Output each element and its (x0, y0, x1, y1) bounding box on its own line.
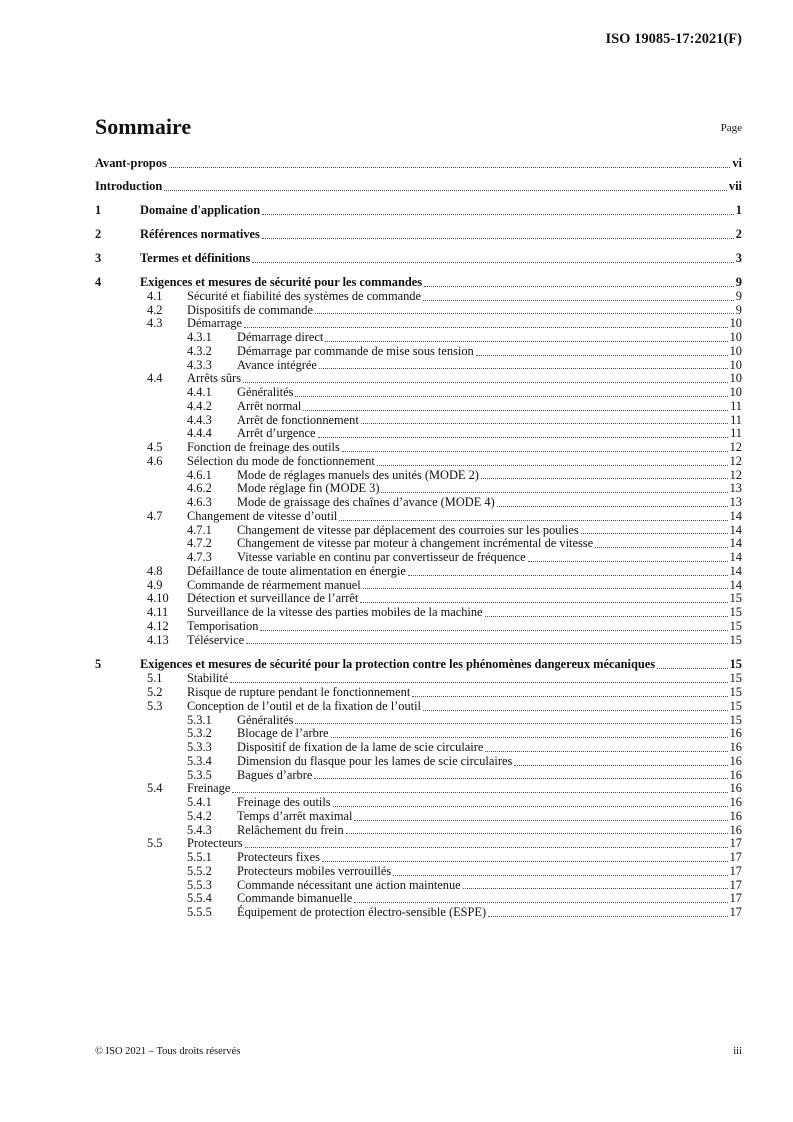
dot-leader (412, 696, 727, 697)
dot-leader (581, 533, 728, 534)
toc-entry-title[interactable]: Blocage de l’arbre (237, 726, 329, 741)
toc-entry-title[interactable]: Fonction de freinage des outils (187, 440, 340, 454)
toc-entry-number: 2 (95, 227, 102, 242)
dot-leader (164, 190, 727, 191)
toc-entry-number: 5.5 (147, 836, 163, 851)
toc-entry-title[interactable]: Démarrage direct (237, 330, 324, 344)
toc-entry[interactable] (95, 592, 742, 606)
toc-entry-number: 5.2 (147, 685, 163, 700)
toc-entry[interactable] (95, 455, 742, 469)
dot-leader (232, 792, 727, 793)
dot-leader (342, 451, 728, 452)
toc-entry[interactable] (95, 851, 742, 865)
toc-entry-number: 5.5.5 (187, 905, 212, 920)
toc-entry-page: 17 (729, 836, 742, 851)
dot-leader (230, 682, 727, 683)
dot-leader (393, 875, 727, 876)
toc-entry-number: 5.3.2 (187, 726, 212, 741)
toc-entry-page: 15 (729, 605, 742, 619)
dot-leader (346, 833, 728, 834)
toc-entry[interactable] (95, 755, 742, 769)
dot-leader (246, 643, 728, 644)
toc-entry[interactable] (95, 290, 742, 304)
toc-entry-page: 14 (729, 508, 742, 523)
toc-entry-page: 17 (729, 850, 742, 865)
toc-entry-title[interactable]: Généralités (237, 385, 294, 399)
dot-leader (354, 820, 727, 821)
document-id: ISO 19085-17:2021(F) (605, 31, 742, 47)
footer-copyright: © ISO 2021 – Tous droits réservés (95, 1046, 241, 1057)
toc-entry-page: 12 (729, 467, 742, 482)
toc-entry-page: 15 (729, 591, 742, 606)
toc-entry-number: 4.4.3 (187, 412, 212, 427)
toc-entry-page: 16 (729, 767, 742, 782)
toc-entry-title[interactable]: Références normatives (140, 227, 260, 242)
toc-entry[interactable] (95, 414, 742, 428)
toc-entry-title[interactable]: Avant-propos (95, 156, 167, 170)
toc-entry-title[interactable]: Mode de réglages manuels des unités (MODE 2) (237, 467, 479, 482)
toc-entry-title[interactable]: Protecteurs mobiles verrouillés (237, 863, 392, 878)
toc-entry-title[interactable]: Stabilité (187, 671, 229, 686)
toc-entry[interactable] (95, 359, 742, 373)
dot-leader (354, 902, 727, 903)
dot-leader (314, 778, 727, 779)
toc-entry-page: 10 (729, 357, 742, 372)
toc-entry-number: 5.4.1 (187, 795, 212, 810)
toc-entry-page: 15 (729, 698, 742, 713)
toc-entry-title[interactable]: Protecteurs (187, 836, 243, 851)
toc-entry-page: 11 (730, 398, 742, 413)
toc-entry-number: 4.8 (147, 563, 163, 578)
toc-entry-page: 15 (729, 685, 742, 700)
toc-entry-number: 3 (95, 251, 102, 266)
toc-entry-number: 5.4.3 (187, 822, 212, 837)
toc-entry-number: 5.4 (147, 781, 163, 796)
toc-entry[interactable] (95, 400, 742, 414)
toc-entry-page: 13 (729, 481, 742, 496)
toc-entry-page: 10 (729, 385, 742, 399)
toc-entry-title[interactable]: Téléservice (187, 632, 245, 647)
toc-entry-page: 12 (729, 453, 742, 468)
dot-leader (476, 355, 728, 356)
toc-entry[interactable] (95, 482, 742, 496)
toc-entry-number: 4.12 (147, 618, 169, 633)
toc-entry-title[interactable]: Démarrage par commande de mise sous tension (237, 343, 474, 358)
toc-entry-page: 16 (729, 753, 742, 768)
dot-leader (514, 765, 727, 766)
toc-entry-page: 15 (729, 618, 742, 633)
toc-entry-title[interactable]: Termes et définitions (140, 251, 251, 266)
toc-entry-page: vi (732, 156, 742, 170)
toc-entry-number: 5.5.2 (187, 863, 212, 878)
toc-entry-page: 14 (729, 577, 742, 592)
toc-entry[interactable] (95, 796, 742, 810)
dot-leader (361, 423, 728, 424)
dot-leader (245, 847, 728, 848)
toc-entry-number: 5.3.5 (187, 767, 212, 782)
toc-entry-number: 4.5 (147, 440, 163, 454)
toc-entry-page: 10 (729, 343, 742, 358)
dot-leader (485, 751, 727, 752)
toc-entry-page: 16 (729, 781, 742, 796)
toc-entry-number: 4.4.2 (187, 398, 212, 413)
toc-entry-title[interactable]: Temps d’arrêt maximal (237, 808, 353, 823)
dot-leader (528, 561, 728, 562)
toc-entry-number: 4.3.3 (187, 357, 212, 372)
toc-entry-page: 15 (729, 632, 742, 647)
toc-entry-title[interactable]: Sélection du mode de fonctionnement (187, 453, 375, 468)
toc-entry-page: 15 (729, 712, 742, 727)
toc-entry-page: 9 (735, 275, 742, 289)
dot-leader (377, 465, 728, 466)
toc-entry-title[interactable]: Risque de rupture pendant le fonctionnement (187, 685, 411, 700)
toc-entry[interactable] (95, 441, 742, 455)
toc-entry[interactable] (95, 372, 742, 386)
toc-entry-title[interactable]: Défaillance de toute alimentation en énergie (187, 563, 406, 578)
toc-entry[interactable] (95, 810, 742, 824)
toc-entry-number: 4.7.2 (187, 536, 212, 551)
toc-entry-page: 10 (729, 371, 742, 386)
toc-entry-page: 16 (729, 822, 742, 837)
dot-leader (244, 327, 728, 328)
toc-entry-number: 5.5.4 (187, 891, 212, 906)
toc-entry-page: 1 (735, 203, 742, 218)
toc-entry-page: 10 (729, 330, 742, 344)
toc-entry[interactable] (95, 782, 742, 796)
toc-entry-title[interactable]: Relâchement du frein (237, 822, 344, 837)
toc-entry-number: 4.1 (147, 288, 163, 303)
toc-entry[interactable] (95, 606, 742, 620)
toc-entry-page: 13 (729, 495, 742, 509)
dot-leader (169, 167, 731, 168)
dot-leader (260, 630, 727, 631)
toc-entry-title[interactable]: Exigences et mesures de sécurité pour les commandes (140, 275, 423, 289)
toc-entry[interactable] (95, 496, 742, 510)
toc-entry[interactable] (95, 837, 742, 851)
dot-leader (363, 588, 728, 589)
toc-entry-title[interactable]: Dimension du flasque pour les lames de scie circulaires (237, 753, 513, 768)
toc-entry-title[interactable]: Freinage des outils (237, 795, 331, 810)
dot-leader (463, 888, 728, 889)
toc-entry-number: 4.4.4 (187, 426, 212, 441)
toc-entry-title[interactable]: Domaine d'application (140, 203, 261, 218)
toc-entry-title[interactable]: Commande nécessitant une action maintenue (237, 877, 461, 892)
toc-entry-number: 5.3.1 (187, 712, 212, 727)
dot-leader (408, 575, 728, 576)
toc-entry[interactable] (95, 345, 742, 359)
toc-entry-title[interactable]: Changement de vitesse par moteur à changement incrémental de vitesse (237, 536, 594, 551)
toc-entry-number: 5 (95, 657, 102, 672)
toc-entry-page: 3 (735, 251, 742, 266)
toc-entry[interactable] (95, 892, 742, 906)
toc-entry-page: 12 (729, 440, 742, 454)
toc-entry-number: 4.3.1 (187, 330, 212, 344)
toc-entry-number: 4.4 (147, 371, 163, 386)
toc-entry-title[interactable]: Dispositifs de commande (187, 302, 313, 317)
toc-entry-title[interactable]: Freinage (187, 781, 231, 796)
toc-entry-page: 9 (735, 288, 742, 303)
toc-entry-page: 14 (729, 563, 742, 578)
toc-entry[interactable] (95, 769, 742, 783)
page-column-label: Page (720, 122, 742, 134)
toc-entry-number: 4.6.3 (187, 495, 212, 509)
toc-entry[interactable] (95, 469, 742, 483)
toc-entry-number: 5.1 (147, 671, 163, 686)
toc-entry-number: 4.9 (147, 577, 163, 592)
toc-entry-page: 17 (729, 863, 742, 878)
toc-entry[interactable] (95, 252, 742, 266)
dot-leader (319, 368, 728, 369)
toc-entry[interactable] (95, 524, 742, 538)
toc-entry[interactable] (95, 741, 742, 755)
dot-leader (295, 723, 727, 724)
page-title: Sommaire (95, 114, 192, 139)
toc-entry-page: 14 (729, 536, 742, 551)
toc-entry-number: 5.5.3 (187, 877, 212, 892)
toc-entry-title[interactable]: Sécurité et fiabilité des systèmes de commande (187, 288, 421, 303)
dot-leader (360, 602, 727, 603)
toc-entry[interactable] (95, 276, 742, 290)
dot-leader (339, 520, 727, 521)
toc-entry[interactable] (95, 634, 742, 648)
toc-entry-number: 5.5.1 (187, 850, 212, 865)
toc-entry-title[interactable]: Commande de réarmement manuel (187, 577, 361, 592)
toc-entry-title[interactable]: Exigences et mesures de sécurité pour la protection contre les phénomènes dangereux mécaniques (140, 657, 656, 672)
toc-entry[interactable] (95, 672, 742, 686)
toc-entry[interactable] (95, 906, 742, 920)
dot-leader (303, 410, 728, 411)
toc-entry[interactable] (95, 727, 742, 741)
footer-page-number: iii (733, 1046, 742, 1057)
toc-entry[interactable] (95, 180, 742, 194)
toc-entry[interactable] (95, 879, 742, 893)
toc-entry-page: 2 (735, 227, 742, 242)
dot-leader (252, 262, 733, 263)
toc-entry-number: 4.6.2 (187, 481, 212, 496)
toc-entry-page: 17 (729, 905, 742, 920)
toc-entry-number: 4.13 (147, 632, 169, 647)
toc-entry-title[interactable]: Temporisation (187, 618, 259, 633)
toc-entry-number: 4.3.2 (187, 343, 212, 358)
dot-leader (295, 396, 727, 397)
toc-entry-number: 4.3 (147, 316, 163, 331)
toc-entry-title[interactable]: Protecteurs fixes (237, 850, 320, 865)
toc-entry-title[interactable]: Arrêt normal (237, 398, 302, 413)
toc-entry[interactable] (95, 865, 742, 879)
dot-leader (423, 710, 728, 711)
dot-leader (262, 214, 734, 215)
toc-entry[interactable] (95, 427, 742, 441)
toc-entry[interactable] (95, 510, 742, 524)
dot-leader (481, 478, 728, 479)
toc-entry-number: 4.7.1 (187, 522, 212, 537)
toc-entry[interactable] (95, 657, 742, 672)
toc-entry-title[interactable]: Changement de vitesse par déplacement des courroies sur les poulies (237, 522, 579, 537)
toc-entry[interactable] (95, 331, 742, 345)
toc-entry-title[interactable]: Arrêts sûrs (187, 371, 242, 386)
toc-entry[interactable] (95, 386, 742, 400)
table-of-contents (95, 157, 742, 920)
toc-entry[interactable] (95, 304, 742, 318)
toc-entry-number: 4.7 (147, 508, 163, 523)
toc-entry-page: 14 (729, 550, 742, 564)
toc-entry-title[interactable]: Vitesse variable en continu par convertisseur de fréquence (237, 550, 526, 564)
toc-entry-title[interactable]: Conception de l’outil et de la fixation de l’outil (187, 698, 421, 713)
toc-entry-number: 4.6 (147, 453, 163, 468)
toc-entry-page: 10 (729, 316, 742, 331)
toc-entry-page: 17 (729, 891, 742, 906)
dot-leader (262, 238, 734, 239)
toc-entry[interactable] (95, 537, 742, 551)
dot-leader (423, 300, 734, 301)
toc-entry-number: 4.2 (147, 302, 163, 317)
toc-entry[interactable] (95, 714, 742, 728)
toc-entry-number: 4.11 (147, 605, 169, 619)
toc-entry-title[interactable]: Arrêt d’urgence (237, 426, 316, 441)
toc-entry-page: vii (728, 179, 742, 194)
dot-leader (595, 547, 728, 548)
toc-entry-page: 11 (730, 412, 742, 427)
toc-entry[interactable] (95, 551, 742, 565)
dot-leader (381, 492, 727, 493)
toc-entry[interactable] (95, 317, 742, 331)
toc-entry[interactable] (95, 700, 742, 714)
toc-entry-title[interactable]: Dispositif de fixation de la lame de scie circulaire (237, 740, 484, 755)
dot-leader (315, 313, 734, 314)
dot-leader (318, 437, 729, 438)
toc-entry-number: 4.4.1 (187, 385, 212, 399)
toc-entry-number: 4 (95, 275, 102, 289)
toc-entry[interactable] (95, 620, 742, 634)
dot-leader (424, 286, 734, 287)
toc-entry-page: 16 (729, 795, 742, 810)
toc-entry-title[interactable]: Généralités (237, 712, 294, 727)
toc-entry-title[interactable]: Détection et surveillance de l’arrêt (187, 591, 359, 606)
toc-entry-number: 5.3.4 (187, 753, 212, 768)
toc-entry-number: 5.3.3 (187, 740, 212, 755)
toc-entry[interactable] (95, 686, 742, 700)
toc-entry-title[interactable]: Démarrage (187, 316, 243, 331)
toc-entry-number: 4.6.1 (187, 467, 212, 482)
toc-entry-number: 5.3 (147, 698, 163, 713)
toc-entry-page: 16 (729, 726, 742, 741)
toc-entry-page: 17 (729, 877, 742, 892)
dot-leader (322, 861, 728, 862)
toc-entry[interactable] (95, 824, 742, 838)
toc-entry-number: 5.4.2 (187, 808, 212, 823)
toc-entry[interactable] (95, 228, 742, 242)
toc-entry-page: 9 (735, 302, 742, 317)
dot-leader (485, 616, 728, 617)
toc-entry-title[interactable]: Introduction (95, 179, 163, 194)
toc-entry-page: 11 (730, 426, 742, 441)
toc-entry-page: 16 (729, 808, 742, 823)
dot-leader (657, 668, 728, 669)
toc-entry[interactable] (95, 157, 742, 171)
toc-entry-page: 16 (729, 740, 742, 755)
toc-entry-title[interactable]: Changement de vitesse d’outil (187, 508, 338, 523)
toc-entry-title[interactable]: Équipement de protection électro-sensible (ESPE) (237, 905, 487, 920)
toc-entry-title[interactable]: Mode réglage fin (MODE 3) (237, 481, 380, 496)
toc-entry-title[interactable]: Avance intégrée (237, 357, 317, 372)
dot-leader (333, 806, 728, 807)
dot-leader (331, 737, 728, 738)
toc-entry-number: 4.10 (147, 591, 169, 606)
toc-entry[interactable] (95, 204, 742, 218)
dot-leader (325, 341, 727, 342)
toc-entry[interactable] (95, 565, 742, 579)
dot-leader (243, 382, 728, 383)
toc-entry[interactable] (95, 579, 742, 593)
toc-entry-number: 4.7.3 (187, 550, 212, 564)
toc-entry-page: 14 (729, 522, 742, 537)
toc-entry-title[interactable]: Mode de graissage des chaînes d’avance (MODE 4) (237, 495, 495, 509)
dot-leader (488, 916, 727, 917)
toc-entry-page: 15 (729, 657, 742, 672)
toc-entry-title[interactable]: Bagues d’arbre (237, 767, 313, 782)
toc-entry-number: 1 (95, 203, 102, 218)
toc-entry-title[interactable]: Arrêt de fonctionnement (237, 412, 359, 427)
toc-entry-page: 15 (729, 671, 742, 686)
toc-entry-title[interactable]: Surveillance de la vitesse des parties mobiles de la machine (187, 605, 483, 619)
dot-leader (497, 506, 728, 507)
toc-entry-title[interactable]: Commande bimanuelle (237, 891, 353, 906)
